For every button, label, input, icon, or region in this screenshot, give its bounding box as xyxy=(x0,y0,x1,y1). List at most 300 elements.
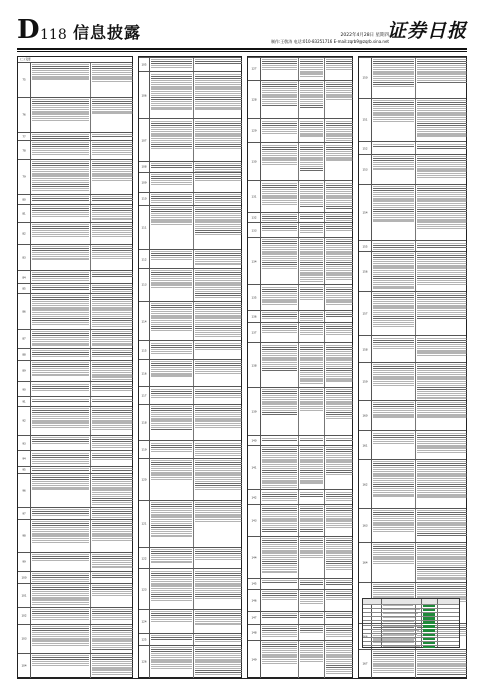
row-number-cell xyxy=(359,431,372,460)
row-number-cell xyxy=(139,548,150,569)
row-number-cell xyxy=(359,650,372,679)
table-row xyxy=(248,611,352,625)
cell-text-block xyxy=(262,183,297,205)
row-number-cell xyxy=(359,363,372,401)
cell-text-block xyxy=(195,163,242,172)
table-row xyxy=(248,57,352,81)
row-number: 93 xyxy=(22,442,26,446)
cell-text-block xyxy=(195,361,242,374)
cell-text-block xyxy=(373,156,414,170)
row-number: 144 xyxy=(251,556,257,559)
row-number: 163 xyxy=(362,524,368,528)
column-1 xyxy=(17,56,133,678)
summary-cell-text xyxy=(383,613,418,615)
row-number: 76 xyxy=(22,113,26,117)
table-row xyxy=(139,609,241,633)
row-number-cell xyxy=(139,441,150,458)
row-number: 95 xyxy=(22,468,26,472)
cell-text-block xyxy=(300,642,323,662)
cell-text-block xyxy=(92,285,133,291)
cell-text-block xyxy=(417,186,467,230)
row-number-cell xyxy=(139,173,150,193)
row-number: 96 xyxy=(22,489,26,493)
row-number: 162 xyxy=(362,483,368,487)
cell-text-block xyxy=(151,549,192,563)
row-number: 143 xyxy=(251,519,257,523)
table-row xyxy=(18,473,132,508)
cell-text-block xyxy=(300,287,323,300)
cell-text-block xyxy=(417,433,467,454)
table-row xyxy=(359,98,466,143)
table-row xyxy=(248,80,352,120)
table-row xyxy=(359,154,466,185)
table-row xyxy=(18,244,132,271)
row-number-cell xyxy=(18,451,31,467)
row-number: 104 xyxy=(21,664,27,668)
cell-text-block xyxy=(32,384,89,391)
cell-text-block xyxy=(262,626,297,638)
summary-status-mark xyxy=(423,629,435,632)
cell-text-block xyxy=(326,224,353,232)
table-row xyxy=(139,118,241,161)
cell-text-block xyxy=(32,655,89,668)
row-number: 89 xyxy=(22,369,26,373)
cell-text-block xyxy=(262,492,297,502)
cell-text-block xyxy=(373,293,414,327)
table-row xyxy=(18,329,132,349)
table-row xyxy=(248,624,352,641)
summary-table-divider xyxy=(437,599,438,647)
cell-text-block xyxy=(151,460,192,480)
cell-text-block xyxy=(417,156,467,179)
row-number-cell xyxy=(139,387,150,404)
cell-text-block xyxy=(92,196,133,201)
cell-text-block xyxy=(300,447,323,484)
table-row xyxy=(139,547,241,569)
summary-status-mark xyxy=(423,617,435,620)
cell-text-block xyxy=(32,554,89,562)
cell-text-block xyxy=(262,82,297,107)
cell-text-block xyxy=(300,312,323,321)
summary-cell-text xyxy=(383,638,415,640)
row-number: 82 xyxy=(22,232,26,236)
cell-text-block xyxy=(373,338,414,349)
row-number-cell xyxy=(18,271,31,284)
cell-text-block xyxy=(92,272,133,277)
cell-text-block xyxy=(300,591,323,604)
cell-text-block xyxy=(195,194,242,204)
cell-text-block xyxy=(417,544,467,580)
cell-text-block xyxy=(195,303,242,337)
row-number: 142 xyxy=(251,496,257,499)
row-number-cell xyxy=(248,505,261,537)
cell-text-block xyxy=(32,196,89,201)
row-number: 152 xyxy=(362,147,368,151)
cell-text-block xyxy=(373,144,414,149)
cell-text-block xyxy=(151,303,192,332)
cell-text-block xyxy=(92,554,133,569)
table-row xyxy=(248,342,352,388)
table-row xyxy=(18,583,132,608)
row-number: 124 xyxy=(141,620,147,624)
table-row xyxy=(359,141,466,154)
row-number-cell xyxy=(139,269,150,302)
cell-text-block xyxy=(300,438,323,442)
summary-status-mark xyxy=(423,634,435,637)
row-number-cell xyxy=(248,625,261,641)
cell-text-block xyxy=(32,331,89,346)
cell-text-block xyxy=(195,343,242,351)
cell-text-block xyxy=(195,635,242,643)
cell-text-block xyxy=(300,492,323,498)
table-row xyxy=(18,624,132,654)
row-number: 115 xyxy=(141,349,147,353)
summary-cell-text xyxy=(383,630,419,632)
row-number: 103 xyxy=(21,637,27,641)
table-row xyxy=(359,291,466,337)
cell-text-block xyxy=(32,475,89,490)
row-number-cell xyxy=(18,245,31,271)
table-row xyxy=(139,249,241,269)
cell-text-block xyxy=(92,399,133,403)
row-number-cell xyxy=(139,341,150,359)
row-number-cell xyxy=(18,141,31,160)
row-number: 88 xyxy=(22,353,26,357)
cell-text-block xyxy=(195,571,242,601)
cell-text-block xyxy=(262,345,297,372)
cell-text-block xyxy=(32,509,89,515)
cell-text-block xyxy=(300,59,323,78)
row-number-cell xyxy=(18,63,31,98)
cell-text-block xyxy=(151,571,192,602)
row-number: 128 xyxy=(251,98,257,102)
cell-text-block xyxy=(92,224,133,237)
cell-text-block xyxy=(417,338,467,358)
cell-text-block xyxy=(326,345,353,383)
summary-cell-text xyxy=(383,605,413,607)
cell-text-block xyxy=(32,609,89,621)
row-number-cell xyxy=(18,608,31,625)
row-number: 83 xyxy=(22,256,26,260)
cell-text-block xyxy=(300,538,323,558)
row-number-cell xyxy=(248,181,261,213)
row-number-cell xyxy=(139,610,150,633)
masthead xyxy=(17,14,467,48)
cell-text-block xyxy=(417,651,467,676)
header-rule-thick xyxy=(17,48,467,50)
table-row xyxy=(248,589,352,612)
summary-table-divider xyxy=(421,599,422,647)
row-number: 167 xyxy=(362,662,368,666)
table-row xyxy=(359,251,466,291)
row-number: 157 xyxy=(362,312,368,316)
row-number-cell xyxy=(248,81,261,120)
cell-text-block xyxy=(262,121,297,135)
table-row xyxy=(359,362,466,401)
table-row xyxy=(248,536,352,579)
cell-text-block xyxy=(151,635,192,640)
cell-text-block xyxy=(326,591,353,600)
cell-text-block xyxy=(373,186,414,223)
row-number: 100 xyxy=(21,576,27,580)
row-number-cell xyxy=(18,330,31,349)
row-number: 147 xyxy=(251,616,257,620)
row-number: 112 xyxy=(141,258,147,262)
cell-text-block xyxy=(195,549,242,560)
cell-text-block xyxy=(262,591,297,600)
table-row xyxy=(248,640,352,679)
cell-text-block xyxy=(195,443,242,456)
table-row xyxy=(18,653,132,679)
cell-text-block xyxy=(32,142,89,155)
cell-text-block xyxy=(92,362,133,381)
cell-text-block xyxy=(92,585,133,596)
cell-text-block xyxy=(151,361,192,378)
cell-text-block xyxy=(151,443,192,453)
column-4 xyxy=(358,56,467,678)
table-row xyxy=(139,301,241,342)
row-number-cell xyxy=(18,625,31,654)
cell-text-block xyxy=(92,331,133,345)
row-number: 130 xyxy=(251,160,257,164)
cell-text-block xyxy=(151,647,192,670)
row-number-cell xyxy=(139,206,150,250)
row-number: 160 xyxy=(362,414,368,418)
cell-text-block xyxy=(195,647,242,675)
table-row xyxy=(18,222,132,245)
row-number: 159 xyxy=(362,380,368,384)
cell-text-block xyxy=(373,364,414,386)
summary-cell-text xyxy=(383,617,416,619)
cell-text-block xyxy=(373,243,414,250)
row-number: 132 xyxy=(251,216,257,220)
table-row xyxy=(359,184,466,242)
section-letter: D xyxy=(17,15,40,45)
cell-text-block xyxy=(326,613,353,618)
summary-status-mark xyxy=(423,613,435,616)
row-number-cell xyxy=(248,58,261,81)
cell-text-block xyxy=(326,239,353,279)
cell-text-block xyxy=(151,502,192,537)
table-row xyxy=(18,140,132,160)
cell-text-block xyxy=(262,613,297,618)
table-row xyxy=(359,430,466,460)
table-row xyxy=(139,268,241,302)
row-number-cell xyxy=(18,160,31,195)
cell-text-block xyxy=(32,585,89,606)
row-number: 125 xyxy=(141,638,147,642)
table-row xyxy=(139,568,241,610)
table-row xyxy=(139,359,241,388)
cell-text-block xyxy=(92,206,133,220)
row-number-cell xyxy=(248,446,261,491)
row-number: 91 xyxy=(22,400,26,404)
row-number-cell xyxy=(18,98,31,133)
cell-text-block xyxy=(32,295,89,325)
row-number: 155 xyxy=(362,245,368,249)
cell-text-block xyxy=(373,433,414,445)
cell-text-block xyxy=(300,389,323,411)
cell-text-block xyxy=(262,312,297,319)
table-row xyxy=(18,360,132,383)
table-row xyxy=(359,649,466,679)
row-number-cell xyxy=(18,361,31,383)
cell-text-block xyxy=(92,509,133,518)
row-number: 133 xyxy=(251,229,257,233)
row-number-cell xyxy=(18,205,31,223)
cell-text-block xyxy=(92,246,133,259)
row-number: 121 xyxy=(141,522,147,526)
row-number: 136 xyxy=(251,315,257,319)
table-row xyxy=(18,293,132,330)
table-row xyxy=(248,489,352,504)
cell-text-block xyxy=(195,270,242,299)
cell-text-block xyxy=(195,389,242,399)
row-number: 108 xyxy=(141,165,147,169)
cell-text-block xyxy=(417,253,467,285)
cell-text-block xyxy=(92,142,133,155)
issue-date: 2022年4月28日 星期四 xyxy=(340,33,389,38)
cell-text-block xyxy=(32,350,89,358)
row-number-cell xyxy=(139,250,150,269)
row-number-cell xyxy=(18,407,31,436)
cell-text-block xyxy=(92,99,133,115)
cell-text-block xyxy=(300,324,323,335)
row-number: 80 xyxy=(22,198,26,202)
cell-text-block xyxy=(151,389,192,400)
header-rule-thin xyxy=(17,51,467,52)
table-row xyxy=(18,519,132,553)
row-number-cell xyxy=(248,238,261,285)
cell-text-block xyxy=(262,438,297,442)
row-number: 118 xyxy=(141,421,147,425)
table-row xyxy=(359,459,466,509)
row-number: 81 xyxy=(22,212,26,216)
row-number: 126 xyxy=(141,660,147,664)
row-number: 122 xyxy=(141,557,147,561)
summary-cell-text xyxy=(383,642,413,644)
cell-text-block xyxy=(151,163,192,169)
cell-text-block xyxy=(195,207,242,236)
summary-cell-text xyxy=(383,626,421,628)
row-number: 119 xyxy=(141,448,147,452)
row-number: 78 xyxy=(22,149,26,152)
cell-text-block xyxy=(92,437,133,449)
cell-text-block xyxy=(92,384,133,392)
table-row xyxy=(248,118,352,143)
row-number: 146 xyxy=(251,599,257,603)
table-row xyxy=(139,71,241,119)
cell-text-block xyxy=(300,82,323,109)
cell-text-block xyxy=(417,510,467,536)
cell-text-block xyxy=(300,345,323,385)
cell-text-block xyxy=(92,134,133,138)
row-number-cell xyxy=(248,143,261,181)
row-number: 79 xyxy=(22,175,26,179)
table-row xyxy=(248,387,352,436)
table-row xyxy=(139,500,241,548)
cell-text-block xyxy=(262,506,297,532)
row-number-cell xyxy=(139,646,150,679)
cell-text-block xyxy=(32,224,89,237)
cell-text-block xyxy=(151,194,192,204)
table-row xyxy=(139,172,241,193)
cell-text-block xyxy=(262,447,297,488)
row-number-cell xyxy=(139,501,150,548)
table-row xyxy=(359,508,466,543)
table-row xyxy=(139,404,241,442)
table-row xyxy=(18,62,132,98)
table-row xyxy=(139,192,241,206)
cell-text-block xyxy=(92,475,133,506)
cell-text-block xyxy=(32,399,89,403)
cell-text-block xyxy=(195,611,242,624)
cell-text-block xyxy=(417,243,467,250)
row-number-cell xyxy=(139,405,150,442)
cell-text-block xyxy=(32,285,89,289)
cell-text-block xyxy=(32,626,89,647)
row-number: 156 xyxy=(362,270,368,274)
table-row xyxy=(359,542,466,583)
row-number: 113 xyxy=(141,283,147,287)
cell-text-block xyxy=(195,174,242,182)
row-number: 98 xyxy=(22,534,26,538)
row-number: 135 xyxy=(251,296,257,300)
cell-text-block xyxy=(92,626,133,650)
table-row xyxy=(248,504,352,537)
cell-text-block xyxy=(300,224,323,233)
row-number-cell xyxy=(359,543,372,583)
column-heading: (二) 变更 xyxy=(20,58,31,61)
cell-text-block xyxy=(373,100,414,122)
cell-text-block xyxy=(262,214,297,221)
cell-text-block xyxy=(32,272,89,281)
row-number-cell xyxy=(18,436,31,452)
cell-text-block xyxy=(326,214,353,221)
table-row xyxy=(18,406,132,436)
row-number-cell xyxy=(359,99,372,143)
cell-text-block xyxy=(417,144,467,150)
row-number-cell xyxy=(359,58,372,99)
cell-text-block xyxy=(151,74,192,110)
row-number: 107 xyxy=(141,139,147,143)
footer-rule xyxy=(17,678,467,679)
cell-text-block xyxy=(300,626,323,634)
row-number: 94 xyxy=(22,457,26,461)
column-2 xyxy=(138,56,242,678)
cell-text-block xyxy=(326,642,353,675)
cell-text-block xyxy=(92,573,133,578)
summary-status-mark xyxy=(423,609,435,612)
cell-text-block xyxy=(262,580,297,585)
row-number-cell xyxy=(248,285,261,310)
cell-text-block xyxy=(326,492,353,502)
cell-text-block xyxy=(32,206,89,216)
row-number: 114 xyxy=(141,320,147,324)
column-3 xyxy=(247,56,353,678)
row-number-cell xyxy=(248,641,261,679)
row-number: 99 xyxy=(22,560,26,564)
row-number: 105 xyxy=(141,63,147,67)
row-number-cell xyxy=(359,401,372,431)
row-number: 134 xyxy=(251,260,257,264)
cell-text-block xyxy=(326,312,353,319)
cell-text-block xyxy=(32,437,89,444)
row-number-cell xyxy=(248,323,261,343)
cell-text-block xyxy=(417,402,467,418)
row-number: 140 xyxy=(251,439,257,443)
cell-text-block xyxy=(32,362,89,376)
